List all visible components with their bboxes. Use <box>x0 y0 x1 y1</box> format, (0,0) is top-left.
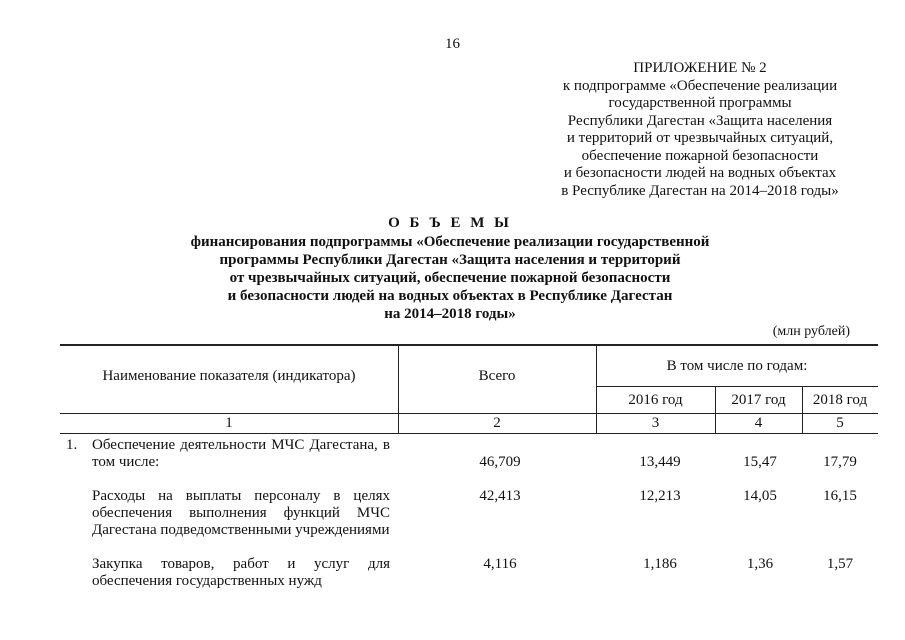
heading-title: О Б Ъ Е М Ы <box>388 215 512 231</box>
units-label: (млн рублей) <box>772 324 850 339</box>
row-2018: 1,57 <box>826 556 854 572</box>
row-2017: 14,05 <box>743 488 777 504</box>
row-name-line: Обеспечение деятельности МЧС Дагестана, в <box>92 437 390 453</box>
row-2018: 17,79 <box>823 454 857 470</box>
row-total: 42,413 <box>479 488 521 504</box>
row-name-line: Расходы на выплаты персоналу в целях <box>92 488 390 504</box>
appendix-line: Республики Дагестан «Защита населения <box>567 112 833 129</box>
row-name <box>92 437 390 471</box>
row-name-line: обеспечения выполнения функций МЧС <box>92 505 390 521</box>
appendix-line: и безопасности людей на водных объектах <box>563 165 837 181</box>
row-total: 4,116 <box>483 556 517 572</box>
row-name-line: том числе: <box>92 454 160 470</box>
row-2017: 15,47 <box>743 454 777 470</box>
table-rule-top <box>60 344 878 346</box>
row-name <box>92 488 390 539</box>
header-year-2017: 2017 год <box>731 392 786 408</box>
header-name: Наименование показателя (индикатора) <box>102 368 356 384</box>
row-2016: 12,213 <box>639 488 681 504</box>
appendix-title: ПРИЛОЖЕНИЕ № 2 <box>633 60 767 76</box>
heading-line: финансирования подпрограммы «Обеспечение реализации государственной <box>190 234 710 250</box>
table-rule-header-bottom <box>60 413 878 414</box>
heading-line: программы Республики Дагестан «Защита населения и территорий <box>219 252 681 268</box>
appendix-line: к подпрограмме «Обеспечение реализации <box>562 77 838 94</box>
row-name-line: обеспечения государственных нужд <box>92 573 322 589</box>
column-number: 1 <box>225 415 233 431</box>
heading-line: и безопасности людей на водных объектах в Республике Дагестан <box>227 288 673 304</box>
column-number: 4 <box>754 415 763 431</box>
appendix-line: обеспечение пожарной безопасности <box>581 147 819 164</box>
row-total: 46,709 <box>479 454 521 470</box>
row-name <box>92 556 390 590</box>
column-number: 5 <box>836 415 844 431</box>
heading-line: на 2014–2018 годы» <box>384 306 516 322</box>
appendix-line: и территорий от чрезвычайных ситуаций, <box>566 130 834 146</box>
header-by-years: В том числе по годам: <box>666 358 808 374</box>
row-2017: 1,36 <box>746 556 774 572</box>
column-number: 2 <box>493 415 501 431</box>
appendix-line: государственной программы <box>608 95 792 111</box>
header-year-2018: 2018 год <box>812 392 868 408</box>
appendix-line: в Республике Дагестан на 2014–2018 годы» <box>561 182 839 199</box>
table-rule-numbers-bottom <box>60 433 878 434</box>
heading-line: от чрезвычайных ситуаций, обеспечение пожарной безопасности <box>229 270 671 286</box>
row-name-line: Закупка товаров, работ и услуг для <box>92 556 390 572</box>
row-2018: 16,15 <box>823 488 857 504</box>
table-rule-years-top <box>596 386 878 387</box>
row-2016: 13,449 <box>639 454 681 470</box>
row-name-line: Дагестана подведомственными учреждениями <box>92 522 390 538</box>
row-number: 1. <box>66 437 78 453</box>
header-year-2016: 2016 год <box>628 392 683 408</box>
page-number: 16 <box>445 36 460 52</box>
document-heading <box>150 214 750 323</box>
column-number: 3 <box>651 415 660 431</box>
row-2016: 1,186 <box>643 556 677 572</box>
header-total: Всего <box>478 368 516 384</box>
appendix-block <box>540 60 860 200</box>
